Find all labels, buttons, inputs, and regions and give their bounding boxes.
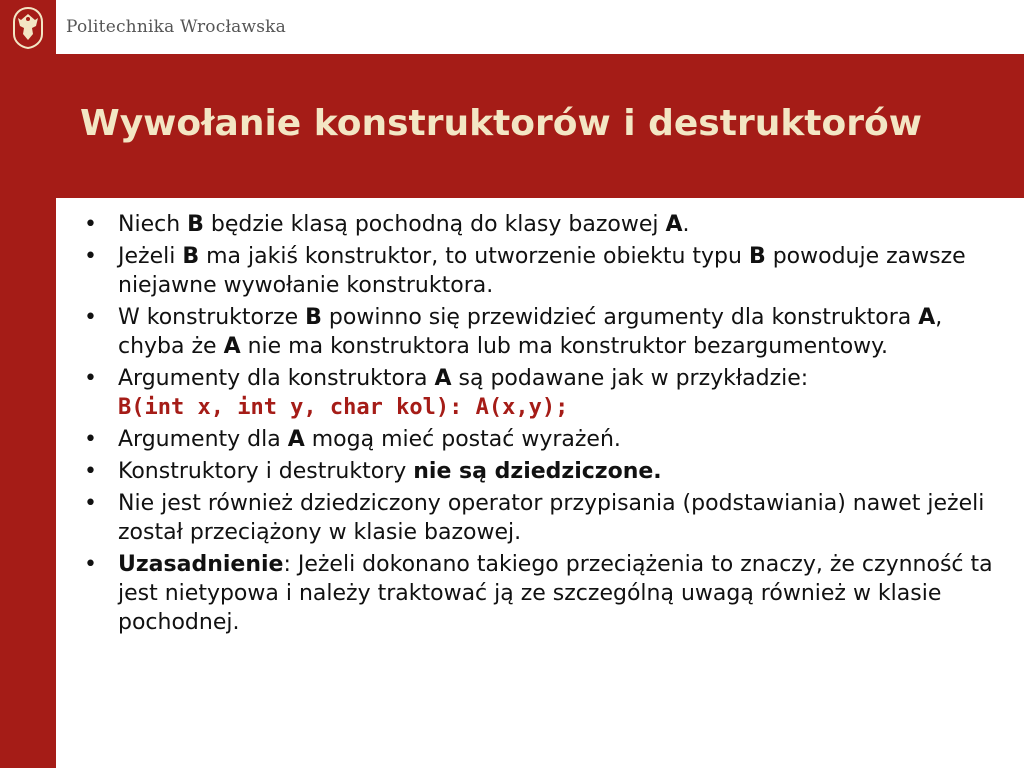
bullet-text: Nie jest również dziedziczony operator przypisania (podstawiania) nawet jeżeli został przeciążony w klasie bazowej. xyxy=(118,491,985,545)
bullet-item xyxy=(80,364,1000,422)
bullet-dot: • xyxy=(84,552,97,577)
bullet-text: Argumenty dla konstruktora xyxy=(118,366,435,391)
bullet-text: ma jakiś konstruktor, to utworzenie obiektu typu xyxy=(199,244,749,269)
bullet-text: : Jeżeli dokonano takiego przeciążenia to znaczy, że czynność ta jest nietypowa i należy traktować ją ze szczególną uwagą również w klasie pochodnej. xyxy=(118,552,993,635)
bullet-item xyxy=(80,303,1000,361)
bullet-dot: • xyxy=(84,427,97,452)
bullet-dot: • xyxy=(84,305,97,330)
bullet-list xyxy=(80,210,1000,637)
bullet-item xyxy=(80,489,1000,547)
bold-text: A xyxy=(223,334,241,359)
bullet-text: Konstruktory i destruktory xyxy=(118,459,414,484)
bullet-dot: • xyxy=(84,244,97,269)
left-decorative-strip xyxy=(0,54,56,768)
bullet-text: mogą mieć postać wyrażeń. xyxy=(304,427,621,452)
bold-text: A xyxy=(434,366,452,391)
bold-text: Uzasadnienie xyxy=(118,552,284,577)
bullet-dot: • xyxy=(84,366,97,391)
bullet-text: Niech xyxy=(118,212,188,237)
bullet-text: . xyxy=(682,212,690,237)
bullet-item xyxy=(80,242,1000,300)
bullet-text: Jeżeli xyxy=(118,244,183,269)
eagle-crest-icon xyxy=(0,0,56,54)
bold-text: B xyxy=(748,244,766,269)
bullet-text: , chyba że xyxy=(118,305,943,359)
bold-text: nie są dziedziczone. xyxy=(413,459,662,484)
code-snippet: B(int x, int y, char kol): A(x,y); xyxy=(118,395,569,420)
bold-text: B xyxy=(182,244,200,269)
bold-text: A xyxy=(287,427,305,452)
bullet-text: Argumenty dla xyxy=(118,427,288,452)
header-band xyxy=(0,0,1024,54)
bold-text: A xyxy=(665,212,683,237)
bold-text: B xyxy=(187,212,204,237)
bullet-text: powinno się przewidzieć argumenty dla konstruktora xyxy=(321,305,919,330)
bullet-text: W konstruktorze xyxy=(118,305,306,330)
bullet-item xyxy=(80,210,1000,239)
bullet-dot: • xyxy=(84,459,97,484)
bullet-dot: • xyxy=(84,491,97,516)
bold-text: B xyxy=(305,305,322,330)
bullet-dot: • xyxy=(84,212,97,237)
university-name: Politechnika Wrocławska xyxy=(66,17,286,37)
bullet-text: będzie klasą pochodną do klasy bazowej xyxy=(203,212,666,237)
bullet-item xyxy=(80,457,1000,486)
bullet-text: są podawane jak w przykładzie: xyxy=(451,366,809,391)
bold-text: A xyxy=(918,305,936,330)
slide-content xyxy=(80,210,1000,640)
bullet-item xyxy=(80,425,1000,454)
bullet-text: powoduje zawsze niejawne wywołanie konstruktora. xyxy=(118,244,966,298)
slide-title: Wywołanie konstruktorów i destruktorów xyxy=(80,103,922,144)
bullet-item xyxy=(80,550,1000,637)
bullet-text: nie ma konstruktora lub ma konstruktor bezargumentowy. xyxy=(240,334,889,359)
